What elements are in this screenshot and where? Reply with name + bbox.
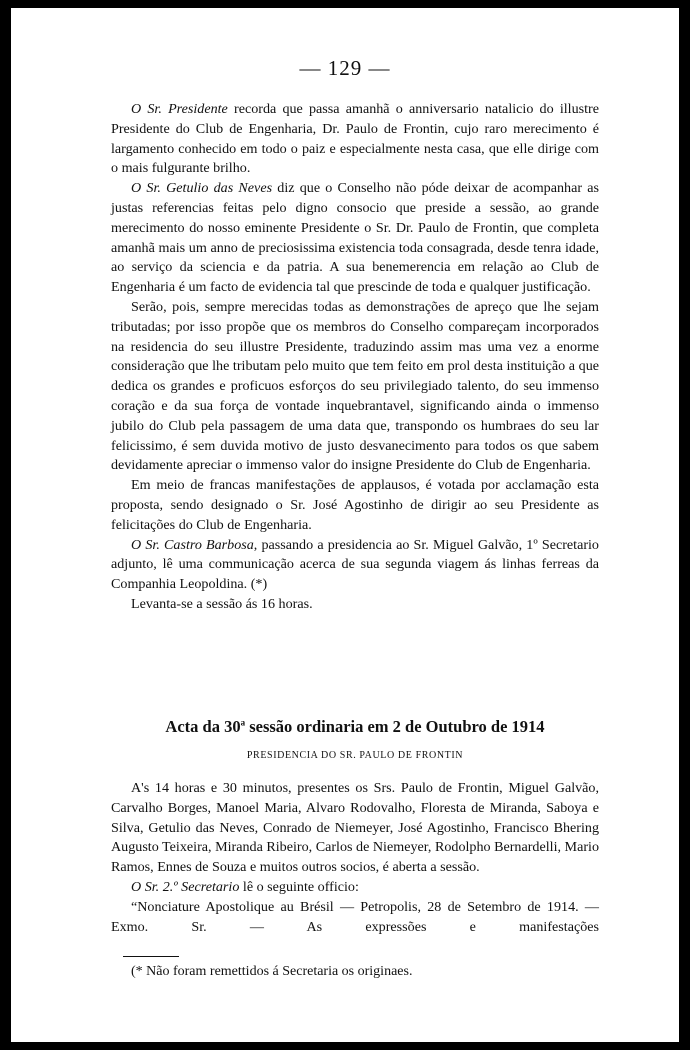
minutes-continuation (111, 100, 599, 615)
speaker-name: O Sr. Presidente (131, 101, 228, 117)
document-page (11, 8, 679, 1042)
section-heading: Acta da 30$^a$ sessão ordinaria em 2 de Outubro de 1914 (165, 717, 545, 736)
speaker-name: O Sr. 2.º Secretario (131, 878, 240, 895)
paragraph-closing: Levanta-se a sessão ás 16 horas. (131, 595, 313, 612)
minutes-body (111, 779, 599, 937)
footnote: (* Não foram remettidos á Secretaria os originaes. (131, 964, 413, 979)
paragraph-presidente: O Sr. Presidente recorda que passa amanhã o anniversario natalicio do illustre Presidente do Club de Engenharia, Dr. Paulo de Frontin, cujo raro merecimento é largamento conhecido em todo o paiz e especialmente nesta casa, que elle dirige com o mais fulgurante brilho. (111, 101, 599, 177)
paragraph-castro-barbosa: O Sr. Castro Barbosa, passando a presidencia ao Sr. Miguel Galvão, 1º Secretario adjunto, lê uma communicação acerca de sua segunda viagem ás linhas ferreas da Companhia Leopoldina. (*) (111, 536, 599, 593)
speaker-name: O Sr. Castro Barbosa (131, 536, 254, 553)
paragraph-secretario: O Sr. 2.º Secretario lê o seguinte officio: (131, 878, 359, 895)
section-subheading: PRESIDENCIA DO SR. PAULO DE FRONTIN (246, 750, 464, 761)
speaker-name: O Sr. Getulio das Neves (131, 180, 273, 197)
paragraph-proposal: Serão, pois, sempre merecidas todas as demonstrações de apreço que lhe sejam tributadas; por isso propõe que os membros do Conselho compareçam incorporados na residencia do seu illustre Presidente, traduzindo assim mas uma vez a enorme consideração que lhe tributam pelo muito que tem feito em prol desta instituição a que dedica os grandes e proficuos esforços do seu privilegiado talento, do seu immenso coração e da sua força de vontade inquebrantavel, significando ainda o immenso jubilo do Club pela passagem de uma data que, transpondo os humbraes do seu lar felicissimo, é sem duvida motivo de justo desvanecimento para todos os que sabem devidamente apreciar o immenso valor do insigne Presidente do Club de Engenharia. (111, 298, 599, 474)
footnote-divider (123, 956, 179, 957)
paragraph-acclamation: Em meio de francas manifestações de applausos, é votada por acclamação esta proposta, sendo designado o Sr. José Agostinho de dirigir ao seu Presidente as felicitações do Club de Engenharia. (111, 477, 599, 533)
paragraph-attendance: A's 14 horas e 30 minutos, presentes os Srs. Paulo de Frontin, Miguel Galvão, Carvalho Borges, Manoel Maria, Alvaro Rodovalho, Floresta de Miranda, Saboya e Silva, Getulio das Neves, Conrado de Niemeyer, José Agostinho, Francisco Bhering Augusto Teixeira, Miranda Ribeiro, Carlos de Niemeyer, Rodolpho Bernardelli, Mario Ramos, Ennes de Souza e muitos outros socios, é aberta a sessão. (111, 780, 599, 876)
paragraph-getulio: O Sr. Getulio das Neves diz que o Conselho não póde deixar de acompanhar as justas referencias feitas pelo digno consocio que preside a sessão, ao grande merecimento do nosso eminente Presidente o Sr. Dr. Paulo de Frontin, que completa amanhã mais um anno de preciosissima existencia toda consagrada, desde tenra idade, ao serviço da sciencia e da patria. A sua benemerencia em relação ao Club de Engenharia é um facto de evidencia tal que prescinde de toda e qualquer justificação. (111, 180, 599, 296)
paragraph-letter: “Nonciature Apostolique au Brésil — Petropolis, 28 de Setembro de 1914. — Exmo. Sr. — As expressões e manifestações (111, 898, 599, 935)
page-number: — 129 — (299, 56, 391, 80)
